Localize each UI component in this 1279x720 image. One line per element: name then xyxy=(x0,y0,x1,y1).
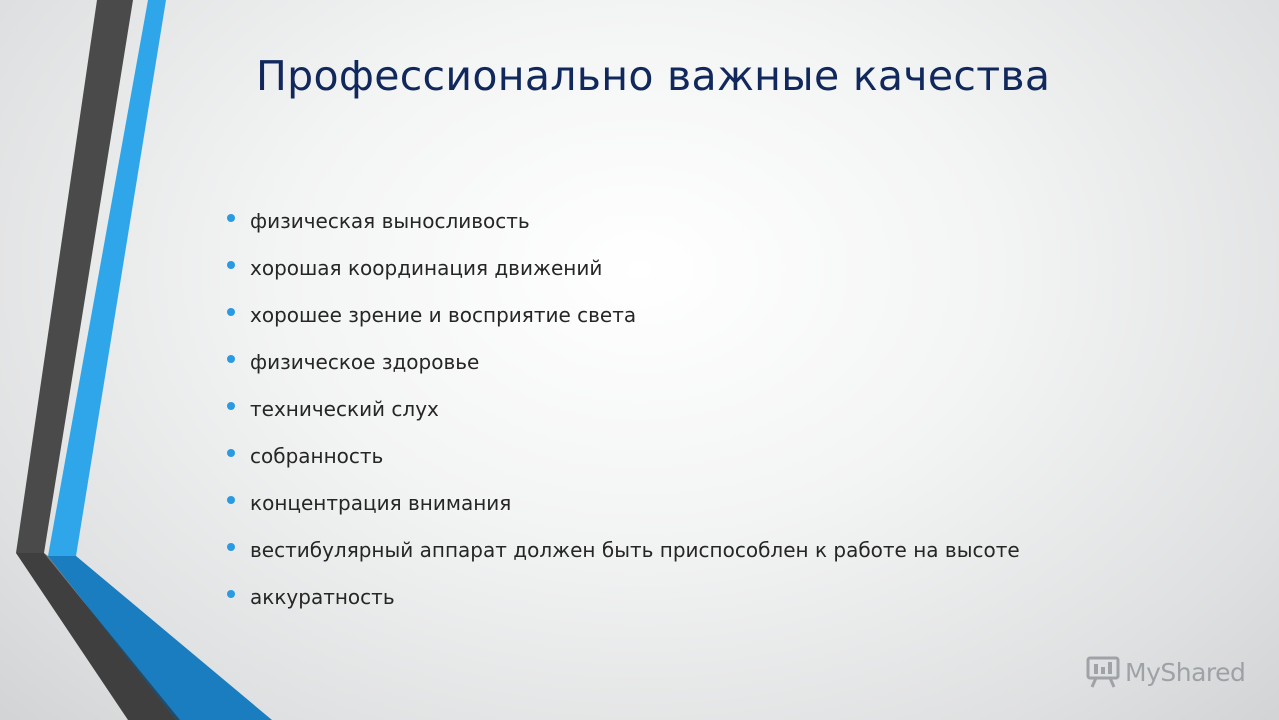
bullet-dot xyxy=(227,590,235,598)
list-item xyxy=(224,343,1020,390)
list-item-text: собранность xyxy=(250,444,384,468)
list-item xyxy=(224,578,1020,625)
bullet-dot xyxy=(227,496,235,504)
list-item-text: хорошее зрение и восприятие света xyxy=(250,303,637,327)
list-item xyxy=(224,390,1020,437)
bullet-dot xyxy=(227,261,235,269)
list-item-text: технический слух xyxy=(250,397,439,421)
bullet-dot xyxy=(227,402,235,410)
list-item xyxy=(224,202,1020,249)
list-item xyxy=(224,484,1020,531)
bullet-list xyxy=(224,202,1020,625)
list-item-text: хорошая координация движений xyxy=(250,256,603,280)
list-item xyxy=(224,531,1020,578)
presentation-board-icon xyxy=(1086,655,1120,689)
bullet-dot xyxy=(227,543,235,551)
slide-title: Профессионально важные качества xyxy=(256,52,1051,100)
list-item-text: физическое здоровье xyxy=(250,350,480,374)
list-item-text: аккуратность xyxy=(250,585,395,609)
bullet-dot xyxy=(227,355,235,363)
bullet-dot xyxy=(227,214,235,222)
bullet-dot xyxy=(227,308,235,316)
watermark-text: MyShared xyxy=(1125,657,1246,687)
list-item xyxy=(224,296,1020,343)
list-item-text: физическая выносливость xyxy=(250,209,530,233)
list-item-text: вестибулярный аппарат должен быть приспособлен к работе на высоте xyxy=(250,538,1020,562)
list-item xyxy=(224,249,1020,296)
myshared-watermark xyxy=(1086,655,1245,689)
bullet-dot xyxy=(227,449,235,457)
list-item-text: концентрация внимания xyxy=(250,491,512,515)
list-item xyxy=(224,437,1020,484)
